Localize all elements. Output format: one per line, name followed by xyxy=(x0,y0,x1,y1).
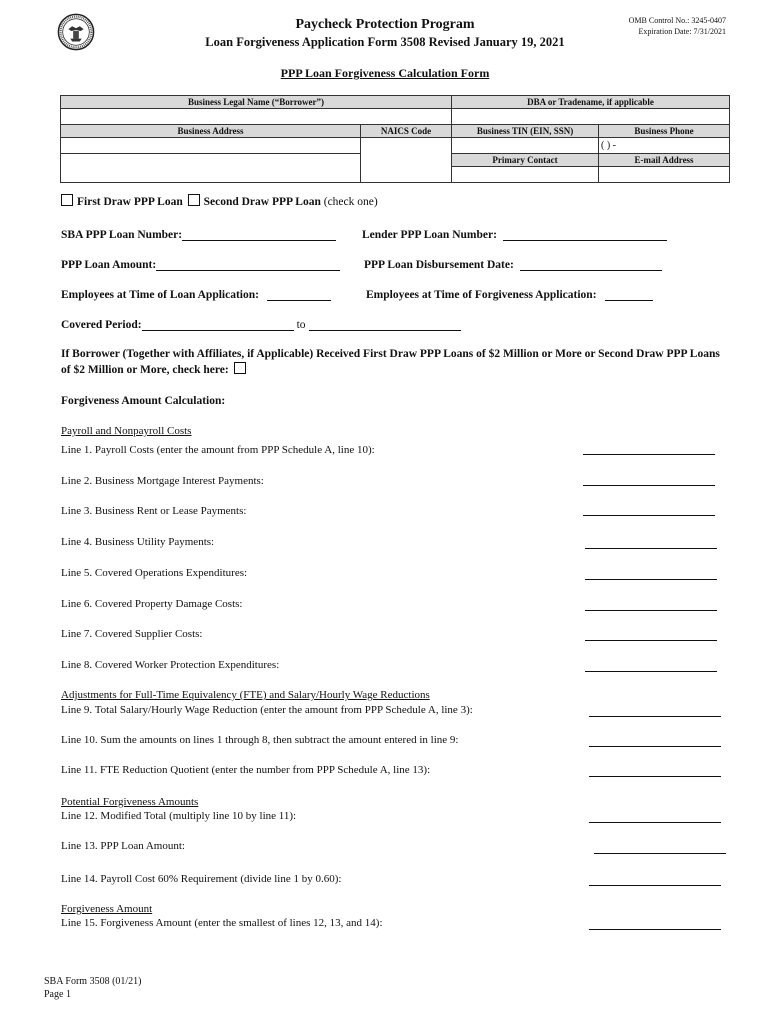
line-8-label: Line 8. Covered Worker Protection Expenditures: xyxy=(61,659,280,671)
business-name-header: Business Legal Name (“Borrower”) xyxy=(61,96,452,109)
business-name-field[interactable] xyxy=(61,109,452,125)
lender-loan-number-input[interactable] xyxy=(503,228,667,241)
line-1-label: Line 1. Payroll Costs (enter the amount from PPP Schedule A, line 10): xyxy=(61,444,375,456)
employees-forgiveness-label: Employees at Time of Forgiveness Application: xyxy=(366,289,597,301)
line-10-label: Line 10. Sum the amounts on lines 1 through 8, then subtract the amount entered in line 9: xyxy=(61,734,459,746)
employees-application-label: Employees at Time of Loan Application: xyxy=(61,289,259,301)
business-address-field-2[interactable] xyxy=(61,154,361,183)
line-4-input[interactable] xyxy=(585,547,717,549)
line-6-input[interactable] xyxy=(585,609,717,611)
footer xyxy=(44,975,142,1001)
section-potential: Potential Forgiveness Amounts xyxy=(61,796,199,808)
page-subtitle: Loan Forgiveness Application Form 3508 Revised January 19, 2021 xyxy=(205,35,565,49)
sba-loan-number-input[interactable] xyxy=(182,228,336,241)
sba-loan-number-label: SBA PPP Loan Number: xyxy=(61,229,183,241)
page-number: Page 1 xyxy=(44,989,71,1000)
line-11-label: Line 11. FTE Reduction Quotient (enter the number from PPP Schedule A, line 13): xyxy=(61,764,431,776)
form-title: PPP Loan Forgiveness Calculation Form xyxy=(280,66,490,80)
threshold-text: If Borrower (Together with Affiliates, if Applicable) Received First Draw PPP Loans of $2 Million or More or Second Draw PPP Loans of $2 Million or More, check here: xyxy=(61,348,720,376)
line-4-label: Line 4. Business Utility Payments: xyxy=(61,536,215,548)
line-1-input[interactable] xyxy=(583,453,715,455)
disbursement-date-input[interactable] xyxy=(520,258,662,271)
naics-field[interactable] xyxy=(361,138,452,183)
line-5-input[interactable] xyxy=(585,578,717,580)
line-9-label: Line 9. Total Salary/Hourly Wage Reduction (enter the amount from PPP Schedule A, line 3): xyxy=(61,704,473,716)
line-12-label: Line 12. Modified Total (multiply line 10 by line 11): xyxy=(61,810,297,822)
line-14-input[interactable] xyxy=(589,884,721,886)
page-title: Paycheck Protection Program xyxy=(295,17,475,32)
expiration-date: Expiration Date: 7/31/2021 xyxy=(638,27,726,36)
line-10-input[interactable] xyxy=(589,745,721,747)
phone-field[interactable]: ( ) - xyxy=(599,138,730,154)
email-header: E-mail Address xyxy=(599,154,730,167)
line-11-input[interactable] xyxy=(589,775,721,777)
line-2-input[interactable] xyxy=(583,484,715,486)
primary-contact-field[interactable] xyxy=(452,167,599,183)
second-draw-checkbox[interactable] xyxy=(188,194,200,206)
threshold-statement xyxy=(61,347,729,378)
second-draw-label: Second Draw PPP Loan xyxy=(203,196,321,208)
employees-forgiveness-input[interactable] xyxy=(605,288,653,301)
loan-amount-input[interactable] xyxy=(156,258,340,271)
covered-period-start-input[interactable] xyxy=(142,318,294,331)
line-12-input[interactable] xyxy=(589,821,721,823)
omb-control-number: OMB Control No.: 3245-0407 xyxy=(628,16,726,25)
threshold-checkbox[interactable] xyxy=(234,362,246,374)
first-draw-checkbox[interactable] xyxy=(61,194,73,206)
line-14-label: Line 14. Payroll Cost 60% Requirement (divide line 1 by 0.60): xyxy=(61,873,342,885)
email-field[interactable] xyxy=(599,167,730,183)
first-draw-label: First Draw PPP Loan xyxy=(77,196,183,208)
line-3-input[interactable] xyxy=(583,514,715,516)
check-one-note: (check one) xyxy=(323,196,378,208)
tin-field[interactable] xyxy=(452,138,599,154)
covered-period-label: Covered Period: xyxy=(61,319,142,331)
omb-info xyxy=(629,15,726,37)
dba-field[interactable] xyxy=(452,109,730,125)
primary-contact-header: Primary Contact xyxy=(452,154,599,167)
business-address-field[interactable] xyxy=(61,138,361,154)
phone-header: Business Phone xyxy=(599,125,730,138)
covered-period-to: to xyxy=(296,319,306,331)
line-15-label: Line 15. Forgiveness Amount (enter the smallest of lines 12, 13, and 14): xyxy=(61,917,383,929)
section-payroll: Payroll and Nonpayroll Costs xyxy=(61,425,192,437)
borrower-info-table xyxy=(60,95,730,183)
line-3-label: Line 3. Business Rent or Lease Payments: xyxy=(61,505,247,517)
covered-period-end-input[interactable] xyxy=(309,318,461,331)
employees-application-input[interactable] xyxy=(267,288,331,301)
section-forgiveness: Forgiveness Amount xyxy=(61,903,153,915)
line-15-input[interactable] xyxy=(589,928,721,930)
line-7-input[interactable] xyxy=(585,639,717,641)
line-5-label: Line 5. Covered Operations Expenditures: xyxy=(61,567,248,579)
business-address-header: Business Address xyxy=(61,125,361,138)
naics-header: NAICS Code xyxy=(361,125,452,138)
line-9-input[interactable] xyxy=(589,715,721,717)
line-13-input[interactable] xyxy=(594,852,726,854)
form-id: SBA Form 3508 (01/21) xyxy=(44,976,142,987)
loan-type-row xyxy=(61,194,378,208)
dba-header: DBA or Tradename, if applicable xyxy=(452,96,730,109)
line-2-label: Line 2. Business Mortgage Interest Payments: xyxy=(61,475,264,487)
lender-loan-number-label: Lender PPP Loan Number: xyxy=(362,229,497,241)
tin-header: Business TIN (EIN, SSN) xyxy=(452,125,599,138)
line-6-label: Line 6. Covered Property Damage Costs: xyxy=(61,598,243,610)
section-adjustments: Adjustments for Full-Time Equivalency (FTE) and Salary/Hourly Wage Reductions xyxy=(61,689,430,701)
forgiveness-heading: Forgiveness Amount Calculation: xyxy=(61,395,226,407)
line-13-label: Line 13. PPP Loan Amount: xyxy=(61,840,185,852)
disbursement-date-label: PPP Loan Disbursement Date: xyxy=(364,259,514,271)
line-8-input[interactable] xyxy=(585,670,717,672)
line-7-label: Line 7. Covered Supplier Costs: xyxy=(61,628,203,640)
loan-amount-label: PPP Loan Amount: xyxy=(61,259,157,271)
